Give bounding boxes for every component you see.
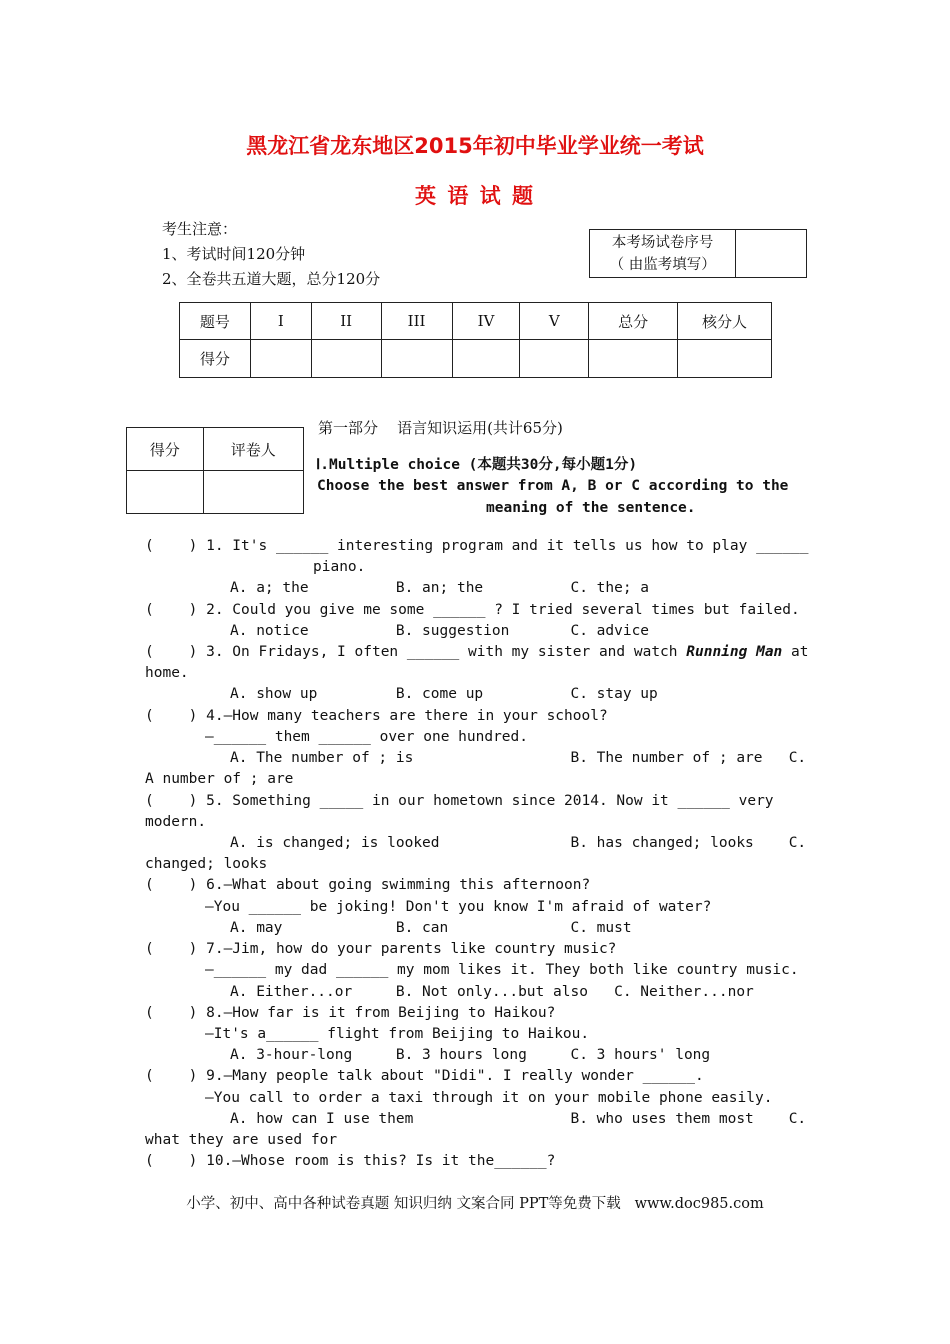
q9-stem: ( ) 9.—Many people talk about "Didi". I really wonder ______. xyxy=(145,1068,704,1084)
notice-line-2: 2、全卷共五道大题，总分120分 xyxy=(162,270,381,288)
instruction-line-2: meaning of the sentence. xyxy=(486,500,696,516)
score-cell[interactable] xyxy=(589,340,678,378)
q3-stem xyxy=(145,644,808,660)
q5-options: A. is changed; is looked B. has changed; looks C. xyxy=(230,835,807,851)
score-header-1: I xyxy=(250,303,311,340)
q5-stem: ( ) 5. Something _____ in our hometown since 2014. Now it ______ very xyxy=(145,793,774,809)
q3-stem-end: at xyxy=(782,644,809,660)
notice-heading: 考生注意： xyxy=(162,220,238,238)
score-cell[interactable] xyxy=(452,340,520,378)
grader-header-grader: 评卷人 xyxy=(203,428,303,471)
grader-cell[interactable] xyxy=(203,471,303,514)
q6-options: A. may B. can C. must xyxy=(230,920,632,936)
q6-response: —You ______ be joking! Don't you know I'm afraid of water? xyxy=(205,899,712,915)
score-header-checker: 核分人 xyxy=(678,303,772,340)
q4-options: A. The number of ; is B. The number of ; are C. xyxy=(230,750,807,766)
q10-stem: ( ) 10.—Whose room is this? Is it the______? xyxy=(145,1153,556,1169)
page-footer: 小学、初中、高中各种试卷真题 知识归纳 文案合同 PPT等免费下载 www.doc985.com xyxy=(186,1196,764,1212)
q9-options-cont: what they are used for xyxy=(145,1132,338,1148)
score-cell[interactable] xyxy=(381,340,452,378)
score-header-label: 题号 xyxy=(180,303,251,340)
score-table xyxy=(179,302,772,378)
score-cell[interactable] xyxy=(250,340,311,378)
score-header-4: IV xyxy=(452,303,520,340)
score-header-5: V xyxy=(520,303,589,340)
q7-options: A. Either...or B. Not only...but also C. Neither...nor xyxy=(230,984,754,1000)
seat-number-label xyxy=(590,230,736,278)
q4-stem: ( ) 4.—How many teachers are there in your school? xyxy=(145,708,608,724)
score-cell[interactable] xyxy=(678,340,772,378)
grader-table xyxy=(126,427,304,514)
q5-options-cont: changed; looks xyxy=(145,856,268,872)
q1-stem-cont: piano. xyxy=(313,559,366,575)
q9-options: A. how can I use them B. who uses them most C. xyxy=(230,1111,807,1127)
part1-heading: 第一部分 语言知识运用(共计65分) xyxy=(318,419,563,437)
q3-options: A. show up B. come up C. stay up xyxy=(230,686,658,702)
score-cell[interactable] xyxy=(311,340,381,378)
grader-header-score: 得分 xyxy=(127,428,204,471)
q9-response: —You call to order a taxi through it on your mobile phone easily. xyxy=(205,1090,773,1106)
score-header-3: III xyxy=(381,303,452,340)
notice-line-1: 1、考试时间120分钟 xyxy=(162,245,306,263)
q7-response: —______ my dad ______ my mom likes it. They both like country music. xyxy=(205,962,799,978)
q3-show-title: Running Man xyxy=(686,644,783,660)
score-cell[interactable] xyxy=(520,340,589,378)
grader-cell[interactable] xyxy=(127,471,204,514)
q3-stem-cont: home. xyxy=(145,665,189,681)
q3-stem-text: ( ) 3. On Fridays, I often ______ with my sister and watch xyxy=(145,644,687,660)
seat-number-label-line2: （ 由监考填写） xyxy=(609,256,716,273)
section-heading xyxy=(316,453,637,474)
q8-stem: ( ) 8.—How far is it from Beijing to Haikou? xyxy=(145,1005,556,1021)
seat-number-box xyxy=(589,229,807,278)
q5-stem-cont: modern. xyxy=(145,814,207,830)
score-row-label: 得分 xyxy=(180,340,251,378)
section-heading-text: Ⅰ.Multiple choice (本题共30分,每小题1分) xyxy=(316,457,638,473)
score-header-total: 总分 xyxy=(589,303,678,340)
seat-number-label-line1: 本考场试卷序号 xyxy=(611,234,714,251)
exam-subtitle: 英 语 试 题 xyxy=(415,184,535,208)
q4-response: —______ them ______ over one hundred. xyxy=(205,729,529,745)
seat-number-field[interactable] xyxy=(736,230,807,278)
q6-stem: ( ) 6.—What about going swimming this afternoon? xyxy=(145,877,591,893)
q2-stem: ( ) 2. Could you give me some ______ ? I tried several times but failed. xyxy=(145,602,800,618)
q1-options: A. a; the B. an; the C. the; a xyxy=(230,580,650,596)
score-header-2: II xyxy=(311,303,381,340)
q7-stem: ( ) 7.—Jim, how do your parents like country music? xyxy=(145,941,617,957)
q4-options-cont: A number of ; are xyxy=(145,771,294,787)
instruction-line-1: Choose the best answer from A, B or C according to the xyxy=(317,478,789,494)
q2-options: A. notice B. suggestion C. advice xyxy=(230,623,650,639)
q8-response: —It's a______ flight from Beijing to Haikou. xyxy=(205,1026,590,1042)
q1-stem: ( ) 1. It's ______ interesting program and it tells us how to play ______ xyxy=(145,538,809,554)
exam-title: 黑龙江省龙东地区2015年初中毕业学业统一考试 xyxy=(246,134,704,158)
q8-options: A. 3-hour-long B. 3 hours long C. 3 hours' long xyxy=(230,1047,711,1063)
